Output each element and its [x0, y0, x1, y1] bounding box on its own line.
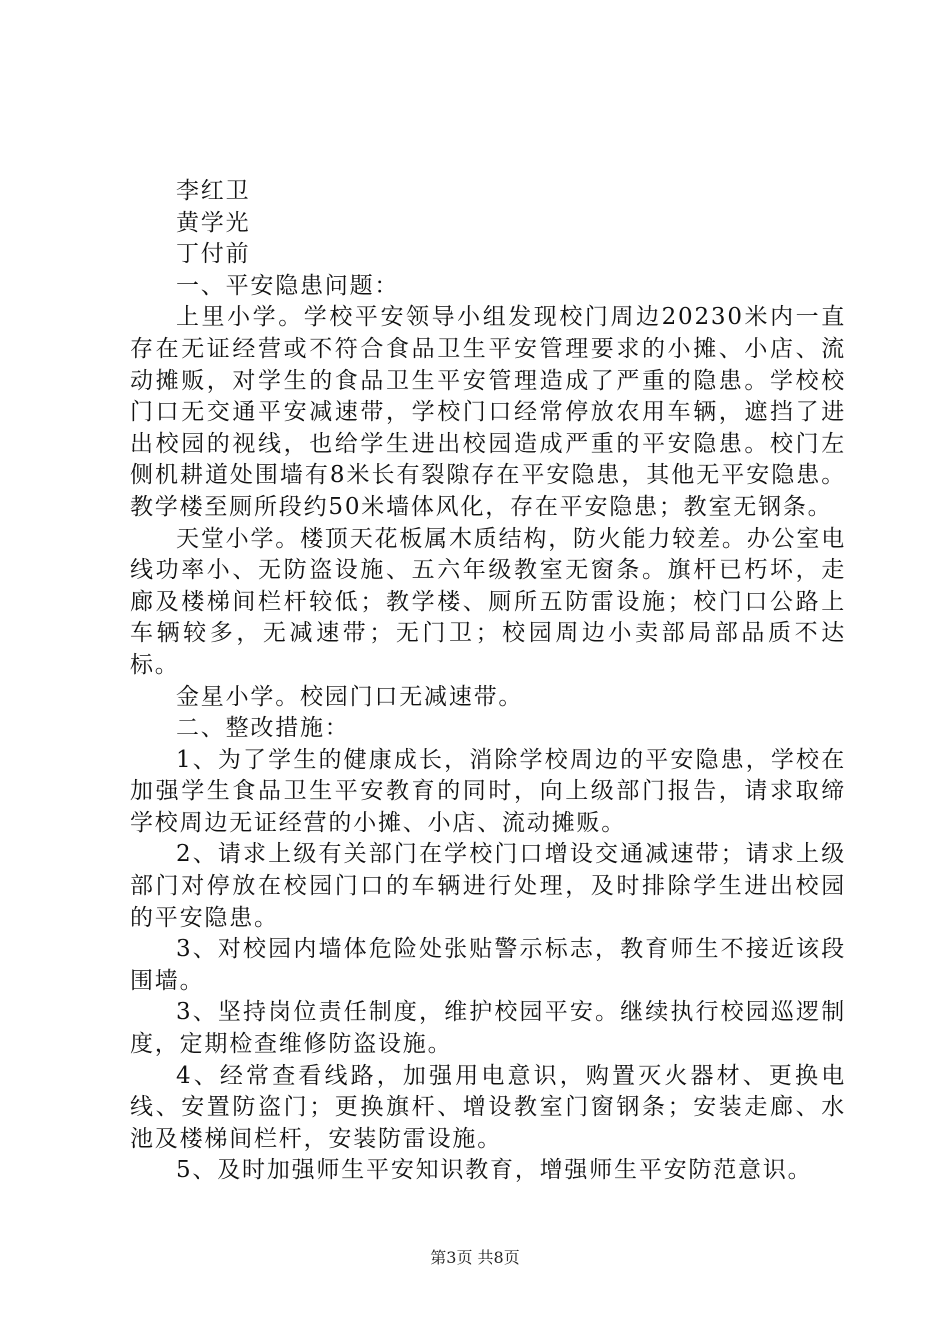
measure-item: 3、对校园内墙体危险处张贴警示标志，教育师生不接近该段围墙。	[130, 936, 846, 994]
section-heading-hazards: 一、平安隐患问题：	[176, 272, 400, 299]
name-line: 李红卫	[176, 178, 251, 204]
name-line: 丁付前	[176, 241, 251, 268]
name-line: 黄学光	[176, 209, 251, 236]
paragraph-shangli-school: 上里小学。学校平安领导小组发现校门周边20230米内一直存在无证经营或不符合食品卫生平安管理要求的小摊、小店、流动摊贩，对学生的食品卫生平安管理造成了严重的隐患。学校校门口无交通平安减速带，学校门口经常停放农用车辆，遮挡了进出校园的视线，也给学生进出校园造成严重的平安隐患。校门左侧机耕道处围墙有8米长有裂隙存在平安隐患，其他无平安隐患。教学楼至厕所段约50米墙体风化，存在平安隐患；教室无钢条。	[130, 304, 846, 520]
paragraph-jinxing-school: 金星小学。校园门口无减速带。	[176, 683, 524, 710]
document-body	[130, 176, 846, 1187]
measure-item: 2、请求上级有关部门在学校门口增设交通减速带；请求上级部门对停放在校园门口的车辆进行处理，及时排除学生进出校园的平安隐患。	[130, 841, 846, 931]
measure-item: 5、及时加强师生平安知识教育，增强师生平安防范意识。	[176, 1157, 813, 1184]
measure-item: 1、为了学生的健康成长，消除学校周边的平安隐患，学校在加强学生食品卫生平安教育的同时，向上级部门报告，请求取缔学校周边无证经营的小摊、小店、流动摊贩。	[130, 746, 846, 836]
paragraph-tiantang-school: 天堂小学。楼顶天花板属木质结构，防火能力较差。办公室电线功率小、无防盗设施、五六年级教室无窗条。旗杆已朽坏，走廊及楼梯间栏杆较低；教学楼、厕所五防雷设施；校门口公路上车辆较多，无减速带；无门卫；校园周边小卖部局部品质不达标。	[130, 525, 846, 678]
measure-item: 3、坚持岗位责任制度，维护校园平安。继续执行校园巡逻制度，定期检查维修防盗设施。	[130, 999, 846, 1058]
page-number-footer: 第3页 共8页	[430, 1248, 520, 1267]
measure-item: 4、经常查看线路，加强用电意识，购置灭火器材、更换电线、安置防盗门；更换旗杆、增设教室门窗钢条；安装走廊、水池及楼梯间栏杆，安装防雷设施。	[130, 1062, 846, 1152]
section-heading-measures: 二、整改措施：	[176, 715, 350, 742]
